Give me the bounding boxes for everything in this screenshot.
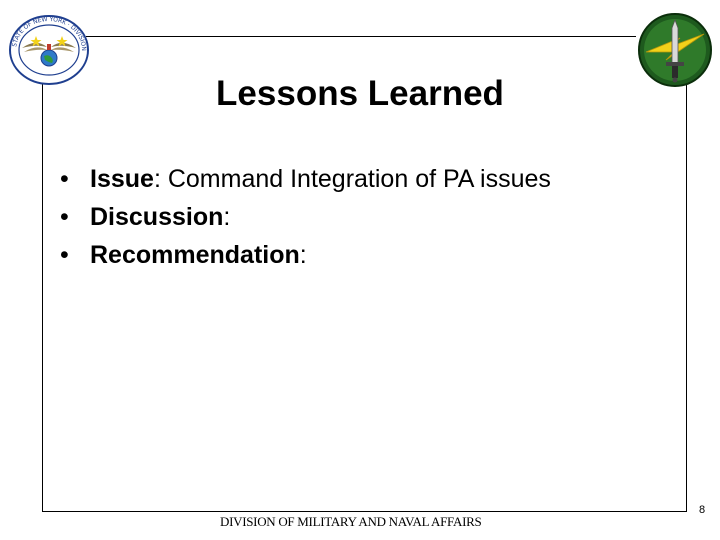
bullet-term: Issue (90, 165, 154, 193)
page-number: 8 (699, 504, 706, 516)
footer-organization: DIVISION OF MILITARY AND NAVAL AFFAIRS (220, 514, 482, 529)
bullet-dot: • (60, 165, 69, 193)
bullet-term: Recommendation (90, 241, 300, 269)
slide-title: Lessons Learned (216, 74, 504, 113)
bullet-issue (60, 160, 551, 198)
bullet-separator: : (223, 203, 231, 231)
bullet-separator: : (153, 165, 161, 193)
bullet-separator: : (299, 241, 307, 269)
bullet-dot: • (60, 203, 69, 231)
bullet-text: Command Integration of PA issues (160, 165, 551, 193)
bullet-discussion (60, 198, 551, 236)
bullet-dot: • (60, 241, 69, 269)
bullet-recommendation (60, 236, 551, 274)
svg-text:STATE OF NEW YORK · DIVISION O: STATE OF NEW YORK · DIVISION (11, 15, 88, 52)
top-divider (86, 36, 636, 37)
bullet-term: Discussion (90, 203, 224, 231)
bullet-list (60, 160, 551, 274)
